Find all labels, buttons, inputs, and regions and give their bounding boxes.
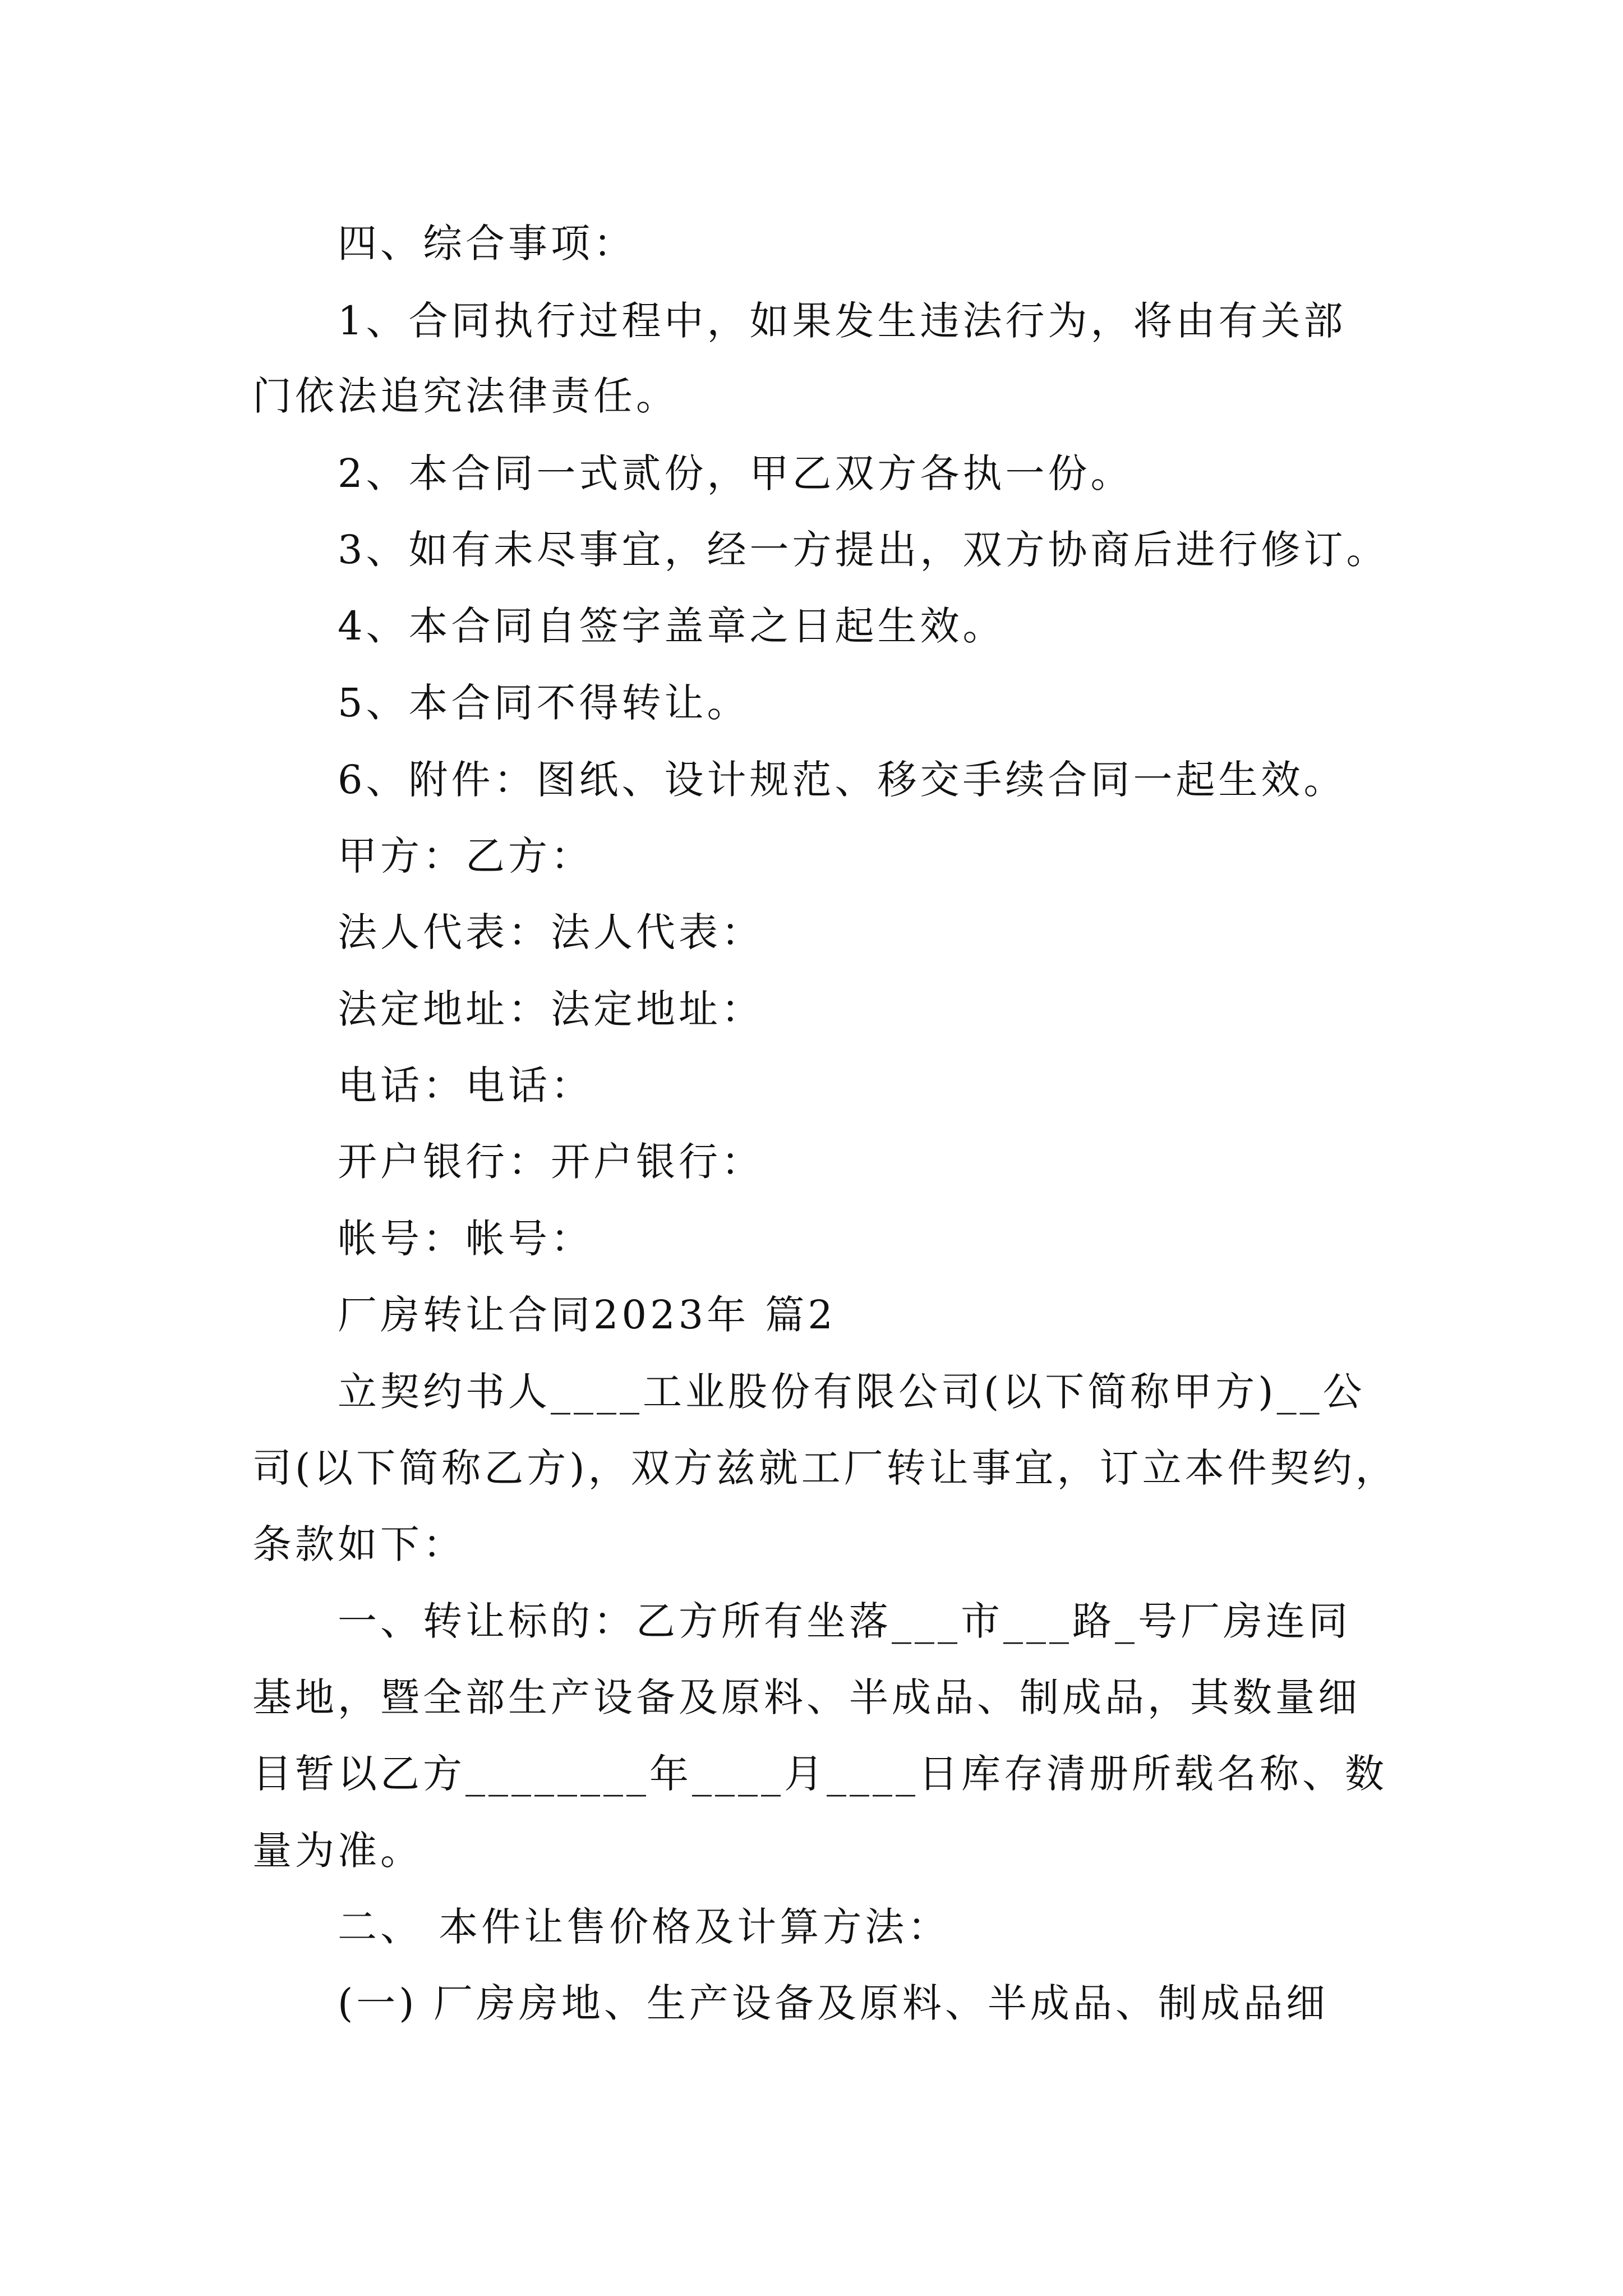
signature-field-party: 甲方：乙方： [338, 833, 593, 879]
paragraph-line: (一) 厂房房地、生产设备及原料、半成品、制成品细 [338, 1980, 1329, 2026]
paragraph-line: 3、如有未尽事宜，经一方提出，双方协商后进行修订。 [338, 527, 1389, 573]
paragraph-line: 量为准。 [252, 1828, 423, 1874]
signature-field-account: 帐号：帐号： [338, 1216, 593, 1262]
paragraph-line: 一、转让标的：乙方所有坐落___市___路_号厂房连同 [338, 1598, 1351, 1644]
paragraph-line: 基地，暨全部生产设备及原料、半成品、制成品，其数量细 [252, 1674, 1361, 1720]
paragraph-line: 4、本合同自签字盖章之日起生效。 [338, 603, 1006, 649]
paragraph-line: 司(以下简称乙方)，双方兹就工厂转让事宜，订立本件契约， [252, 1445, 1398, 1491]
signature-field-phone: 电话：电话： [338, 1062, 593, 1108]
section-heading-price: 二、 本件让售价格及计算方法： [338, 1904, 951, 1950]
section-title-part-2: 厂房转让合同2023年 篇2 [338, 1292, 836, 1338]
paragraph-line: 门依法追究法律责任。 [252, 373, 679, 419]
section-heading-general-matters: 四、综合事项： [338, 220, 636, 266]
paragraph-line: 立契约书人____工业股份有限公司(以下简称甲方)__公 [338, 1369, 1366, 1415]
paragraph-line: 2、本合同一式贰份，甲乙双方各执一份。 [338, 450, 1133, 496]
paragraph-line: 5、本合同不得转让。 [338, 680, 750, 726]
paragraph-line: 条款如下： [252, 1521, 465, 1567]
signature-field-bank: 开户银行：开户银行： [338, 1139, 764, 1185]
signature-field-address: 法定地址：法定地址： [338, 986, 764, 1032]
paragraph-line: 目暂以乙方________年____月____日库存清册所载名称、数 [252, 1751, 1387, 1797]
paragraph-line: 1、合同执行过程中，如果发生违法行为，将由有关部 [338, 298, 1347, 344]
signature-field-legal-rep: 法人代表：法人代表： [338, 909, 764, 955]
paragraph-line: 6、附件：图纸、设计规范、移交手续合同一起生效。 [338, 757, 1347, 803]
